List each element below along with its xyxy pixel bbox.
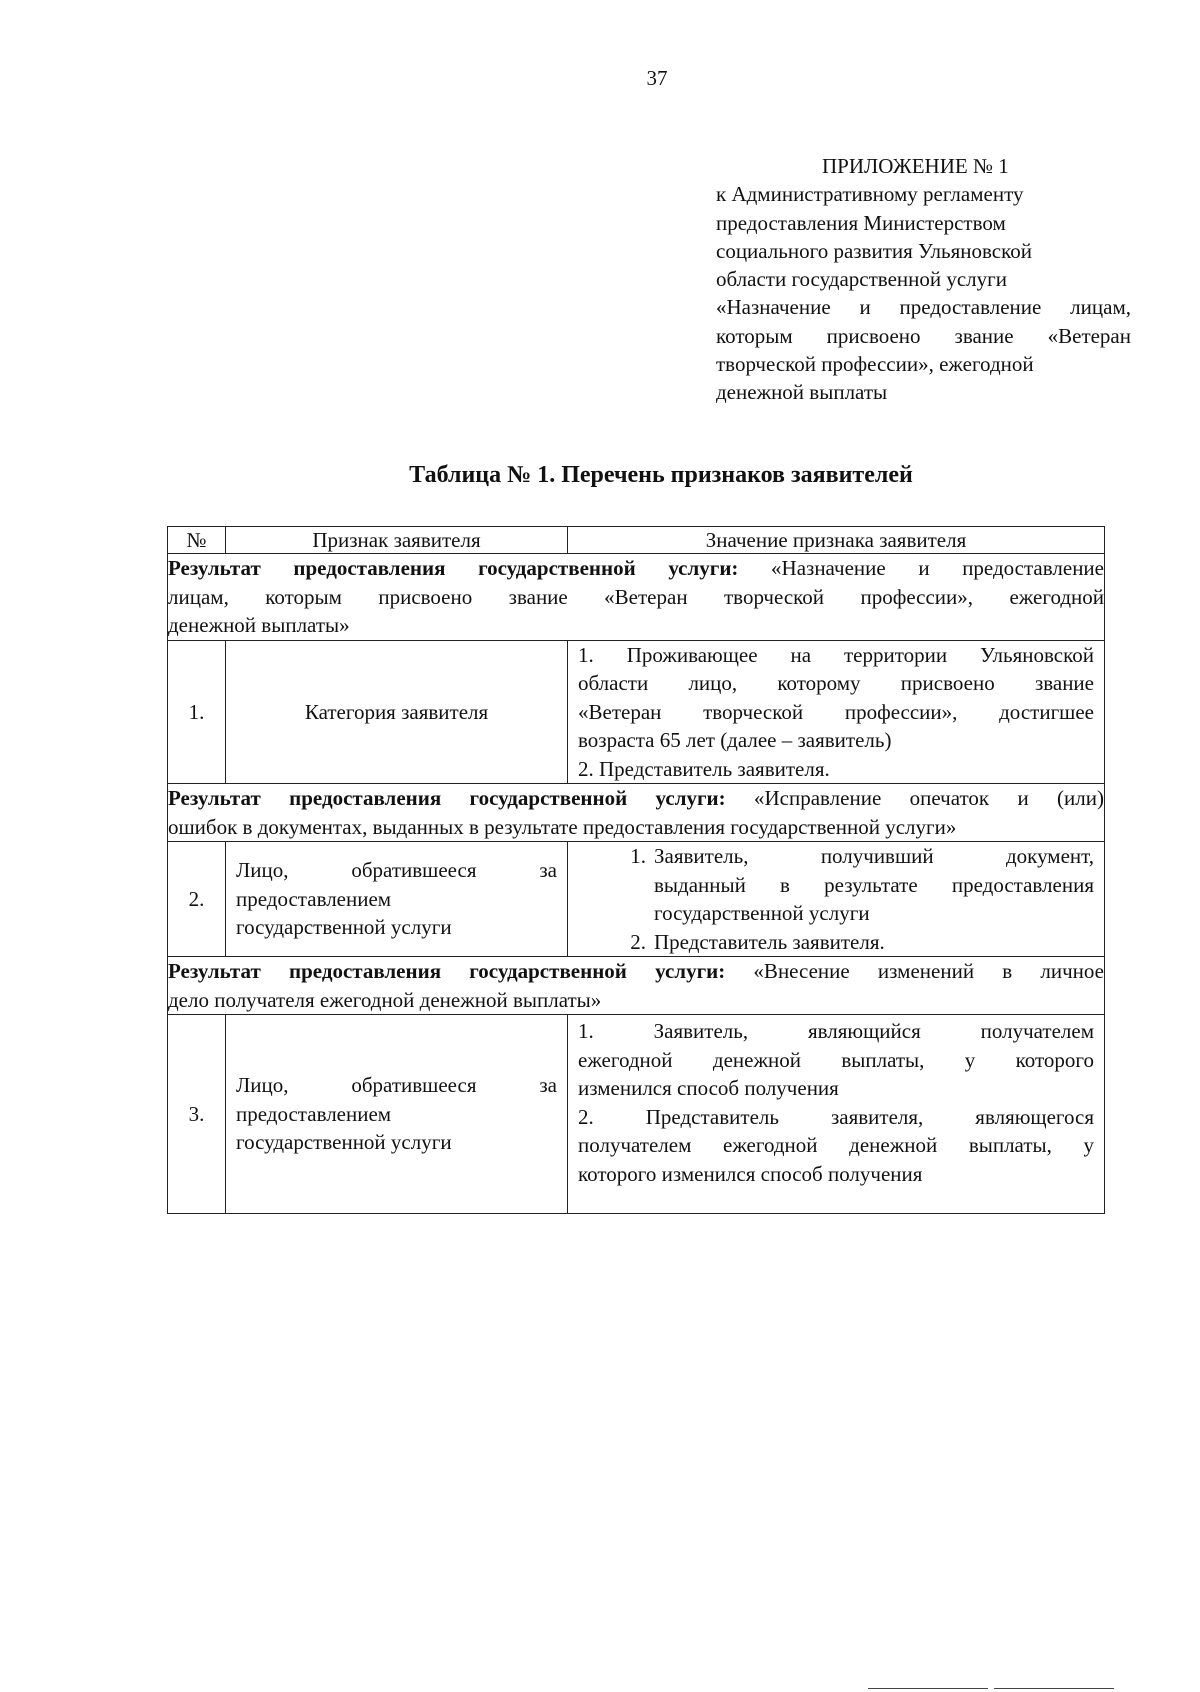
appendix-line: к Административному регламенту — [716, 182, 1024, 207]
value-line: области лицо, которому присвоено звание — [578, 671, 1094, 695]
applicant-criterion: Категория заявителя — [226, 640, 568, 784]
appendix-line: денежной выплаты — [716, 380, 888, 405]
value-line: 1. Проживающее на территории Ульяновской — [578, 642, 1094, 667]
criterion-value — [568, 1015, 1105, 1214]
table-row — [168, 1015, 1105, 1214]
applicant-line: Лицо, обратившееся за — [236, 1073, 557, 1098]
value-line: 2. Представитель заявителя, являющегося — [578, 1104, 1094, 1129]
section-line — [168, 784, 1104, 813]
section-line: лицам, которым присвоено звание «Ветеран творческой профессии», ежегодной — [168, 584, 1104, 609]
applicant-line: предоставлением — [236, 1101, 392, 1126]
section-text: «Назначение и предоставление — [738, 556, 1104, 580]
footer-rule — [868, 1688, 988, 1689]
appendix-line: социального развития Ульяновской — [716, 238, 1032, 263]
applicant-line: Лицо, обратившееся за — [236, 858, 557, 883]
applicant-criterion — [226, 842, 568, 957]
column-header-number: № — [168, 527, 226, 554]
section-cell — [168, 554, 1105, 641]
row-number: 1. — [168, 640, 226, 784]
row-number: 2. — [168, 842, 226, 957]
section-label: Результат предоставления государственной услуги: — [168, 556, 739, 580]
applicant-line: государственной услуги — [236, 1130, 452, 1155]
value-line: «Ветеран творческой профессии», достигшее — [578, 699, 1094, 724]
section-line — [168, 554, 1104, 583]
criterion-value — [568, 842, 1105, 957]
value-line: 2. Представитель заявителя. — [578, 756, 830, 781]
table-header-row — [168, 527, 1105, 554]
section-label: Результат предоставления государственной услуги: — [168, 786, 726, 810]
section-text: «Внесение изменений в личное — [725, 959, 1104, 983]
appendix-line: которым присвоено звание «Ветеран — [716, 323, 1131, 348]
section-cell — [168, 957, 1105, 1015]
appendix-line: творческой профессии», ежегодной — [716, 352, 1034, 377]
page-number: 37 — [646, 66, 668, 90]
value-line: которого изменился способ получения — [578, 1161, 923, 1186]
item-number: 2. — [630, 929, 646, 954]
section-line: ошибок в документах, выданных в результате предоставления государственной услуги» — [168, 814, 957, 839]
section-label: Результат предоставления государственной услуги: — [168, 959, 726, 983]
column-header-criterion: Признак заявителя — [226, 527, 568, 554]
appendix-line: «Назначение и предоставление лицам, — [716, 295, 1131, 320]
section-row — [168, 554, 1105, 641]
table-row — [168, 640, 1105, 784]
value-line: государственной услуги — [654, 901, 870, 925]
value-line: ежегодной денежной выплаты, у которого — [578, 1047, 1094, 1072]
section-line — [168, 957, 1104, 986]
section-row — [168, 957, 1105, 1015]
criterion-value — [568, 640, 1105, 784]
applicant-criteria-table — [167, 526, 1105, 1214]
table-title: Таблица № 1. Перечень признаков заявителей — [409, 462, 913, 488]
section-row — [168, 784, 1105, 842]
table-row — [168, 842, 1105, 957]
section-cell — [168, 784, 1105, 842]
value-line: изменился способ получения — [578, 1076, 839, 1100]
footer-rule — [994, 1688, 1114, 1689]
value-item — [578, 928, 1094, 957]
value-line: 1. Заявитель, являющийся получателем — [578, 1019, 1094, 1043]
appendix-line: предоставления Министерством — [716, 210, 1006, 235]
section-line: дело получателя ежегодной денежной выплаты» — [168, 987, 602, 1012]
section-line: денежной выплаты» — [168, 613, 350, 637]
applicant-criterion — [226, 1015, 568, 1214]
applicant-line: предоставлением — [236, 886, 392, 911]
item-text — [654, 928, 1094, 957]
appendix-block — [716, 152, 1131, 407]
value-line: Заявитель, получивший документ, — [654, 844, 1094, 868]
column-header-value: Значение признака заявителя — [568, 527, 1105, 554]
section-text: «Исправление опечаток и (или) — [725, 786, 1105, 810]
appendix-heading: ПРИЛОЖЕНИЕ № 1 — [822, 154, 1009, 178]
value-line: Представитель заявителя. — [654, 929, 885, 954]
row-number: 3. — [168, 1015, 226, 1214]
item-number: 1. — [630, 844, 646, 868]
value-line: получателем ежегодной денежной выплаты, у — [578, 1133, 1094, 1157]
appendix-line: области государственной услуги — [716, 267, 1008, 292]
value-item — [578, 842, 1094, 928]
value-line: возраста 65 лет (далее – заявитель) — [578, 728, 892, 752]
value-line: выданный в результате предоставления — [654, 872, 1094, 897]
item-text — [654, 842, 1094, 928]
applicant-line: государственной услуги — [236, 915, 452, 940]
